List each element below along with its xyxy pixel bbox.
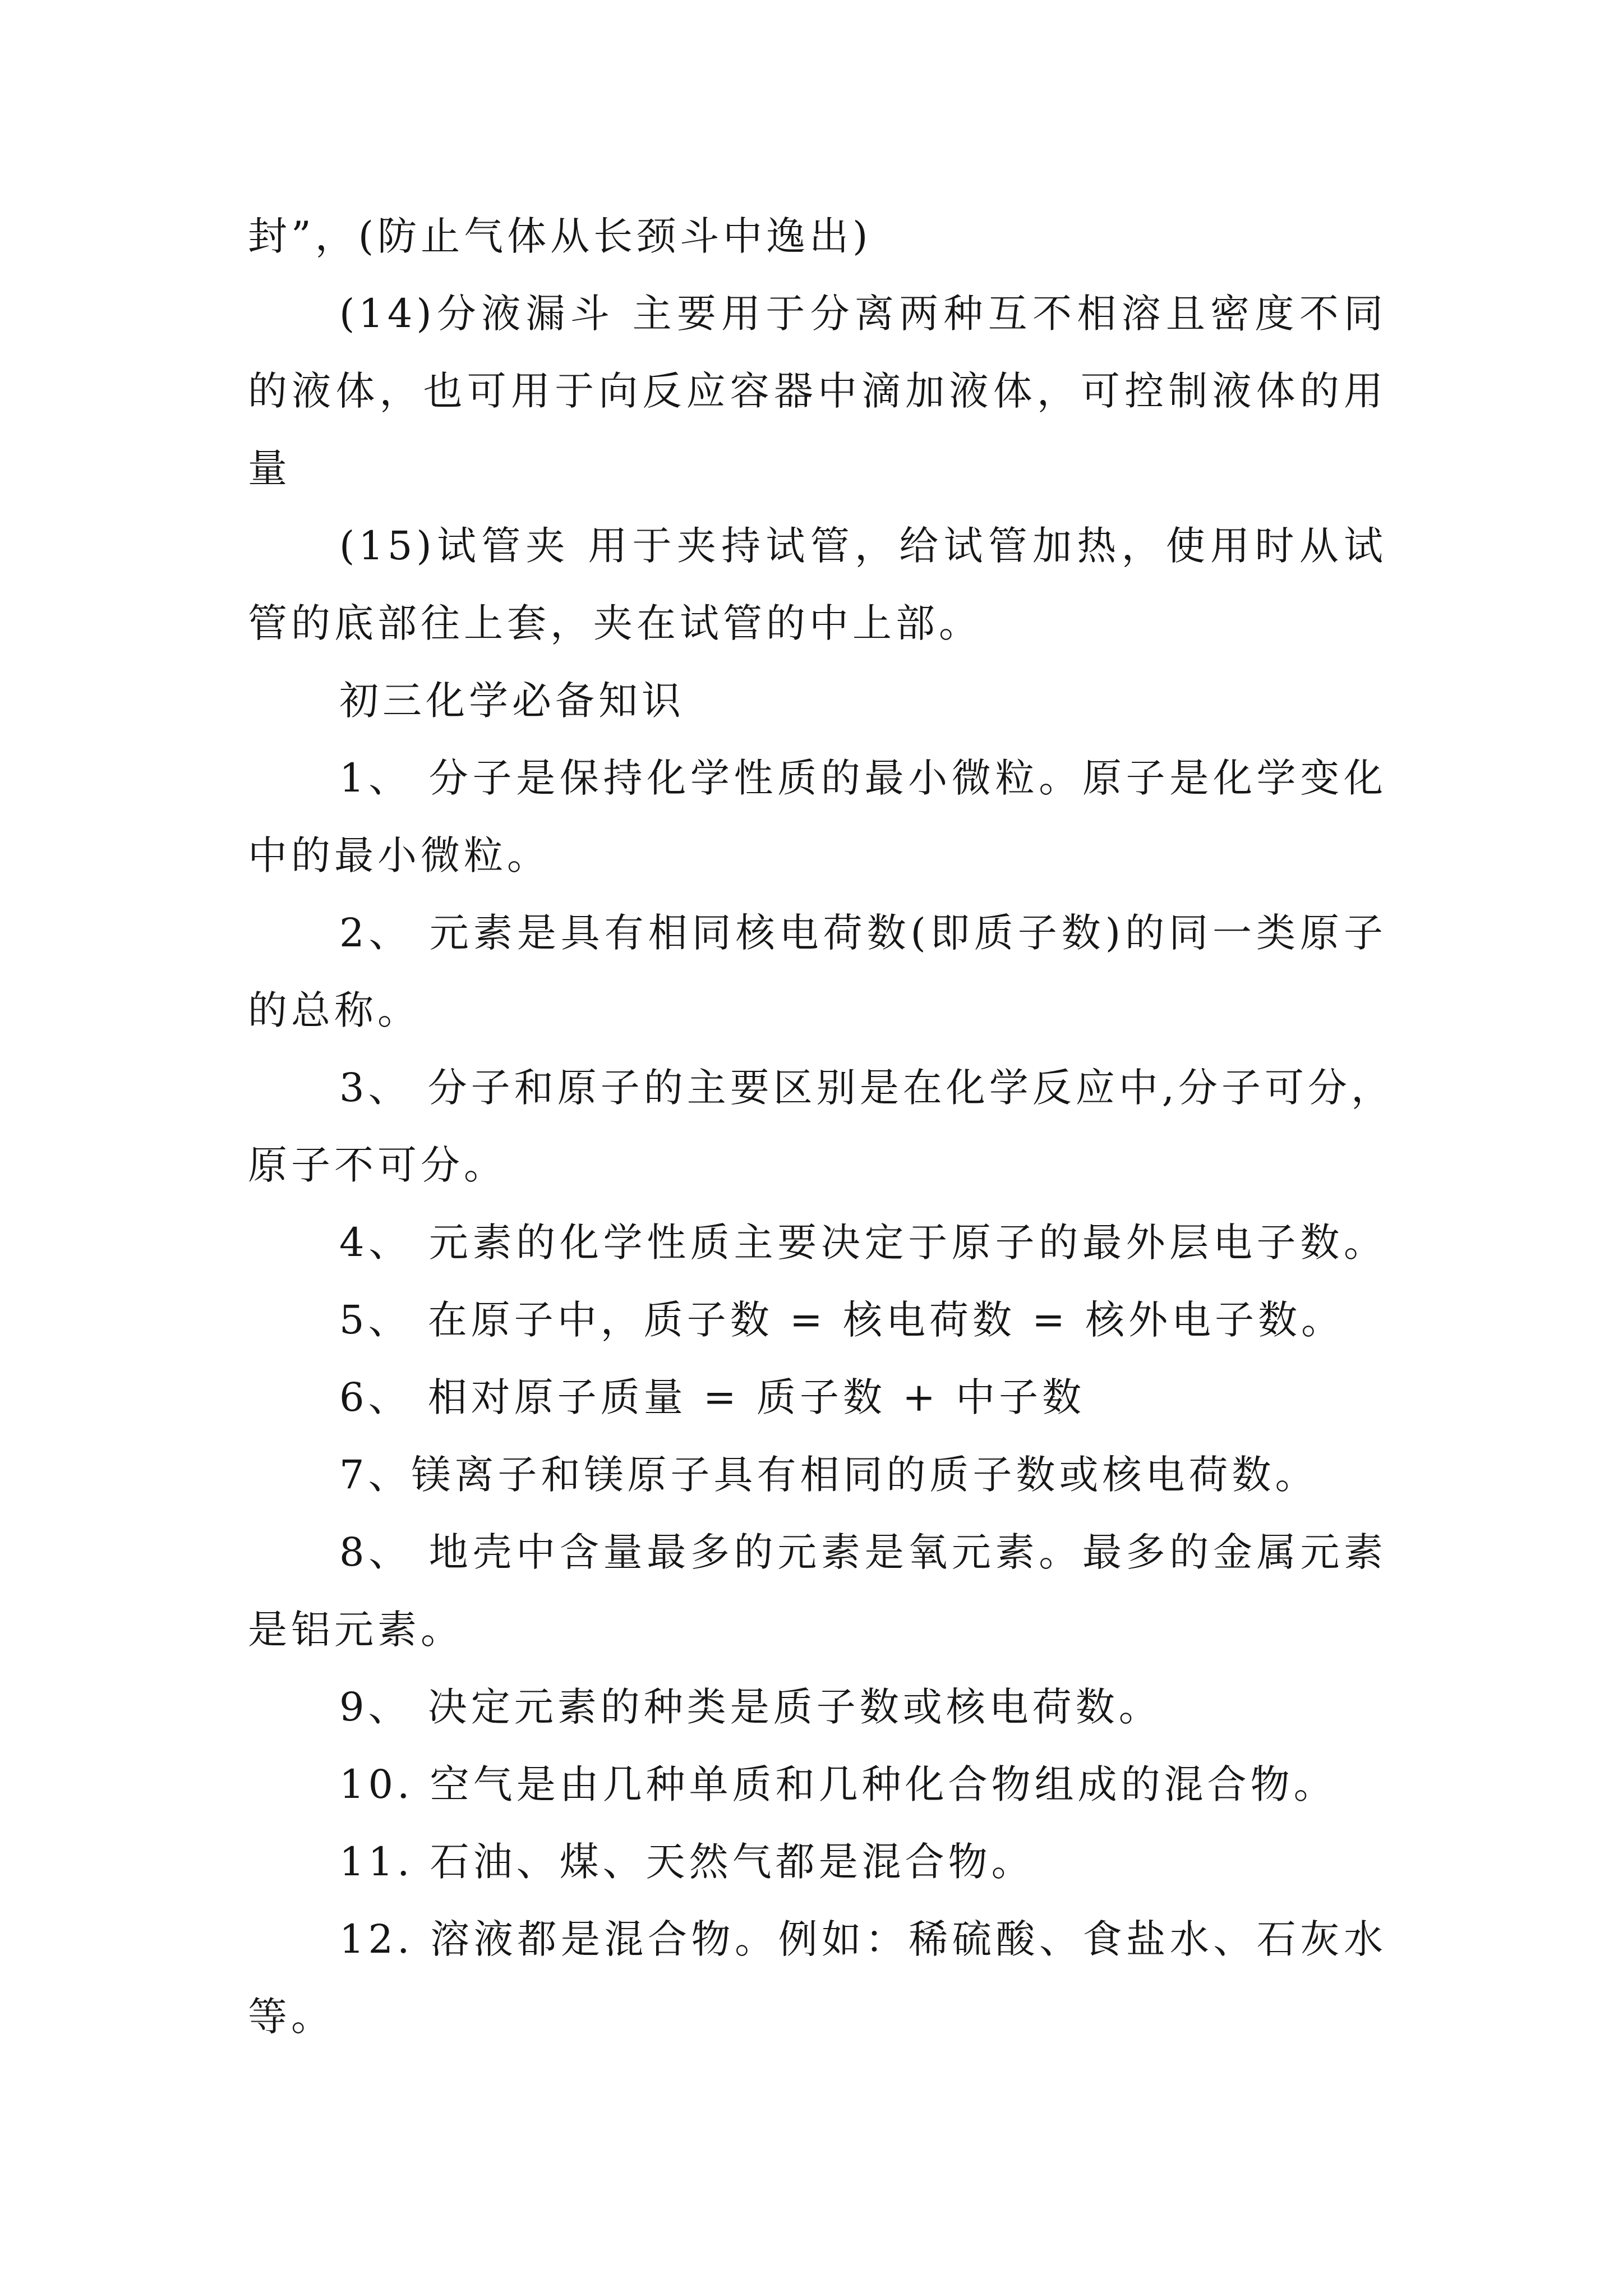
knowledge-point <box>248 1668 1387 1746</box>
text-line: 11. 石油、煤、天然气都是混合物。 <box>339 1839 1035 1885</box>
text-line: 8、 地壳中含量最多的元素是氧元素。最多的金属元素 <box>339 1529 1387 1575</box>
text-line: 10. 空气是由几种单质和几种化合物组成的混合物。 <box>339 1761 1337 1807</box>
text-line: 是铝元素。 <box>248 1607 464 1653</box>
text-line: 管的底部往上套，夹在试管的中上部。 <box>248 600 982 646</box>
document-body <box>248 197 1395 2055</box>
text-line: 7、镁离子和镁原子具有相同的质子数或核电荷数。 <box>339 1452 1318 1498</box>
text-line: 2、 元素是具有相同核电荷数(即质子数)的同一类原子 <box>339 910 1387 956</box>
knowledge-point <box>248 1436 1387 1513</box>
text-line: 1、 分子是保持化学性质的最小微粒。原子是化学变化 <box>339 755 1387 801</box>
text-line: 原子不可分。 <box>248 1142 507 1188</box>
text-line: 等。 <box>248 1994 334 2040</box>
text-line: (15)试管夹 用于夹持试管，给试管加热，使用时从试 <box>339 523 1387 569</box>
knowledge-point <box>248 1359 1387 1436</box>
text-line: 5、 在原子中，质子数 = 核电荷数 = 核外电子数。 <box>339 1297 1345 1343</box>
text-line: 的液体，也可用于向反应容器中滴加液体，可控制液体的用 <box>248 368 1387 414</box>
knowledge-point <box>248 1204 1387 1281</box>
apparatus-item-test-tube-holder <box>248 507 1387 662</box>
apparatus-item-separatory-funnel <box>248 275 1387 507</box>
text-line: 封”，(防止气体从长颈斗中逸出) <box>248 213 872 259</box>
text-line: 9、 决定元素的种类是质子数或核电荷数。 <box>339 1684 1162 1730</box>
text-line: (14)分液漏斗 主要用于分离两种互不相溶且密度不同 <box>339 291 1387 337</box>
text-line: 12. 溶液都是混合物。例如：稀硫酸、食盐水、石灰水 <box>339 1916 1387 1962</box>
knowledge-point <box>248 1281 1387 1359</box>
text-line: 3、 分子和原子的主要区别是在化学反应中,分子可分， <box>339 1065 1395 1111</box>
knowledge-point <box>248 894 1387 1049</box>
knowledge-point <box>248 1513 1387 1668</box>
knowledge-point <box>248 1746 1387 1823</box>
text-line: 6、 相对原子质量 = 质子数 + 中子数 <box>339 1374 1086 1420</box>
knowledge-point <box>248 739 1387 894</box>
knowledge-point <box>248 1823 1387 1901</box>
text-line: 的总称。 <box>248 987 421 1033</box>
section-heading: 初三化学必备知识 <box>339 678 685 724</box>
text-line: 中的最小微粒。 <box>248 832 550 878</box>
text-line: 4、 元素的化学性质主要决定于原子的最外层电子数。 <box>339 1220 1387 1266</box>
knowledge-point <box>248 1049 1395 1204</box>
section-heading-paragraph <box>248 662 1387 739</box>
text-line: 量 <box>248 445 291 491</box>
continuation-paragraph <box>248 197 1387 275</box>
knowledge-point <box>248 1901 1387 2055</box>
